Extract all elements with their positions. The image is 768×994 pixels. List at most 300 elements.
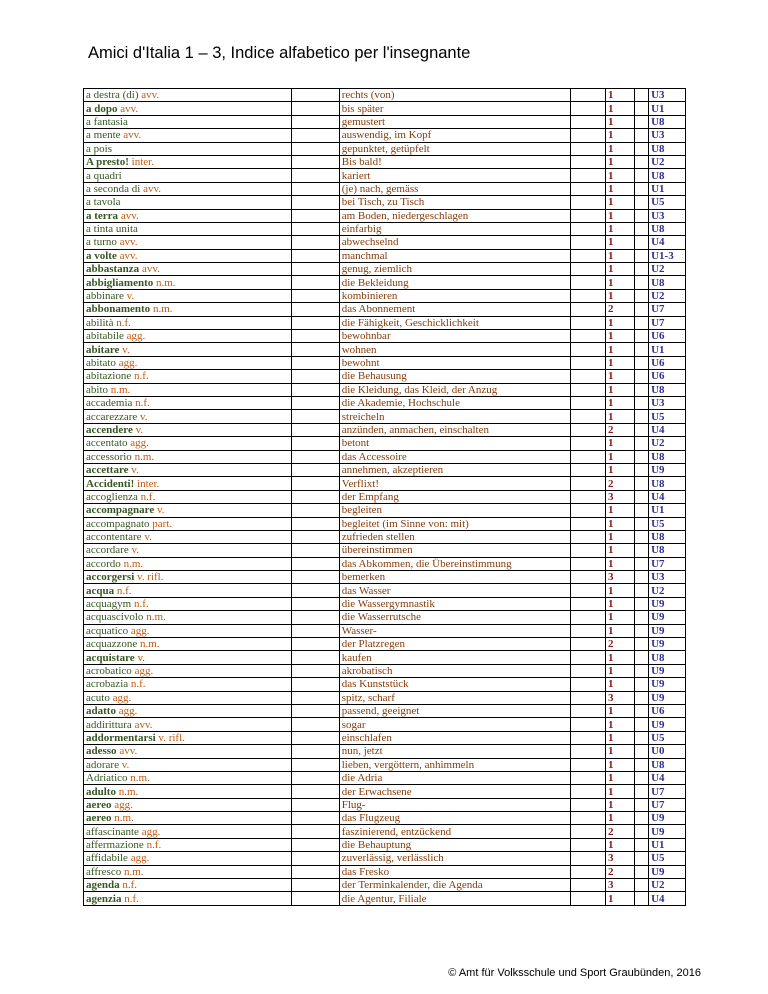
unit-cell: U6	[649, 370, 686, 383]
unit-cell: U2	[649, 289, 686, 302]
column-spacer	[635, 316, 649, 329]
column-spacer	[635, 611, 649, 624]
unit-cell: U1-3	[649, 249, 686, 262]
italian-term-cell	[84, 785, 292, 798]
volume-cell: 3	[605, 571, 634, 584]
italian-term-cell	[84, 383, 292, 396]
italian-term-cell	[84, 222, 292, 235]
volume-cell: 3	[605, 691, 634, 704]
volume-cell: 3	[605, 879, 634, 892]
column-spacer	[292, 704, 339, 717]
volume-cell: 1	[605, 196, 634, 209]
table-row	[84, 316, 686, 329]
column-spacer	[292, 276, 339, 289]
unit-cell: U9	[649, 691, 686, 704]
grammar-label: n.f.	[116, 584, 132, 597]
column-spacer	[292, 731, 339, 744]
italian-term-cell	[84, 196, 292, 209]
table-row	[84, 838, 686, 851]
italian-word: addormentarsi	[86, 731, 156, 744]
volume-cell: 1	[605, 785, 634, 798]
italian-word: acquistare	[86, 651, 135, 664]
column-spacer	[571, 825, 606, 838]
volume-cell: 1	[605, 544, 634, 557]
column-spacer	[571, 731, 606, 744]
column-spacer	[571, 209, 606, 222]
unit-cell: U5	[649, 196, 686, 209]
unit-cell: U3	[649, 396, 686, 409]
column-spacer	[292, 758, 339, 771]
italian-word: abbastanza	[86, 263, 140, 276]
volume-cell: 1	[605, 356, 634, 369]
table-row	[84, 102, 686, 115]
table-row	[84, 89, 686, 102]
table-row	[84, 664, 686, 677]
volume-cell: 1	[605, 129, 634, 142]
column-spacer	[571, 129, 606, 142]
column-spacer	[571, 624, 606, 637]
volume-cell: 1	[605, 236, 634, 249]
volume-cell: 1	[605, 664, 634, 677]
column-spacer	[635, 222, 649, 235]
unit-cell: U3	[649, 571, 686, 584]
table-row	[84, 624, 686, 637]
italian-word: accessorio	[86, 450, 132, 463]
column-spacer	[635, 263, 649, 276]
german-translation-cell: das Abonnement	[339, 303, 571, 316]
german-translation-cell: faszinierend, entzückend	[339, 825, 571, 838]
column-spacer	[635, 196, 649, 209]
unit-cell: U9	[649, 597, 686, 610]
volume-cell: 1	[605, 651, 634, 664]
table-row	[84, 276, 686, 289]
column-spacer	[635, 356, 649, 369]
german-translation-cell: genug, ziemlich	[339, 263, 571, 276]
italian-word: abitazione	[86, 370, 132, 383]
column-spacer	[571, 571, 606, 584]
grammar-label: v.	[122, 343, 130, 356]
volume-cell: 1	[605, 798, 634, 811]
column-spacer	[571, 142, 606, 155]
italian-word: abbinare	[86, 290, 124, 303]
column-spacer	[571, 383, 606, 396]
german-translation-cell: akrobatisch	[339, 664, 571, 677]
italian-word: abitato	[86, 357, 116, 369]
column-spacer	[635, 129, 649, 142]
grammar-label: v.	[140, 410, 148, 423]
italian-word: a quadri	[86, 169, 122, 182]
column-spacer	[292, 115, 339, 128]
unit-cell: U1	[649, 182, 686, 195]
volume-cell: 1	[605, 142, 634, 155]
italian-word: accorgersi	[86, 571, 135, 584]
table-row	[84, 169, 686, 182]
column-spacer	[635, 209, 649, 222]
column-spacer	[571, 704, 606, 717]
grammar-label: agg.	[126, 330, 146, 343]
unit-cell: U2	[649, 263, 686, 276]
volume-cell: 1	[605, 704, 634, 717]
grammar-label: avv.	[120, 209, 139, 222]
column-spacer	[571, 182, 606, 195]
volume-cell: 2	[605, 638, 634, 651]
volume-cell: 1	[605, 758, 634, 771]
column-spacer	[571, 316, 606, 329]
column-spacer	[571, 517, 606, 530]
column-spacer	[635, 102, 649, 115]
italian-term-cell	[84, 825, 292, 838]
unit-cell: U8	[649, 142, 686, 155]
german-translation-cell: zuverlässig, verlässlich	[339, 852, 571, 865]
column-spacer	[292, 718, 339, 731]
table-row	[84, 597, 686, 610]
column-spacer	[292, 852, 339, 865]
volume-cell: 1	[605, 678, 634, 691]
column-spacer	[635, 731, 649, 744]
table-row	[84, 182, 686, 195]
german-translation-cell: die Fähigkeit, Geschicklichkeit	[339, 316, 571, 329]
column-spacer	[635, 410, 649, 423]
volume-cell: 1	[605, 410, 634, 423]
italian-word: agenzia	[86, 892, 122, 905]
italian-word: adorare	[86, 758, 119, 771]
column-spacer	[571, 798, 606, 811]
italian-word: affascinante	[86, 825, 139, 838]
table-row	[84, 798, 686, 811]
column-spacer	[635, 155, 649, 168]
italian-word: abbigliamento	[86, 276, 154, 289]
column-spacer	[292, 624, 339, 637]
column-spacer	[571, 370, 606, 383]
grammar-label: inter.	[137, 477, 160, 490]
german-translation-cell: der Erwachsene	[339, 785, 571, 798]
italian-term-cell	[84, 530, 292, 543]
column-spacer	[571, 718, 606, 731]
table-row	[84, 477, 686, 490]
grammar-label: n.m.	[152, 303, 173, 316]
unit-cell: U9	[649, 825, 686, 838]
column-spacer	[292, 89, 339, 102]
volume-cell: 1	[605, 396, 634, 409]
table-row	[84, 396, 686, 409]
grammar-label: n.m.	[140, 638, 160, 651]
italian-word: accompagnare	[86, 504, 155, 517]
column-spacer	[635, 624, 649, 637]
german-translation-cell: am Boden, niedergeschlagen	[339, 209, 571, 222]
grammar-label: agg.	[130, 624, 150, 637]
german-translation-cell: das Flugzeug	[339, 812, 571, 825]
italian-term-cell	[84, 691, 292, 704]
column-spacer	[571, 651, 606, 664]
italian-word: a terra	[86, 209, 119, 222]
german-translation-cell: die Kleidung, das Kleid, der Anzug	[339, 383, 571, 396]
table-row	[84, 490, 686, 503]
column-spacer	[571, 289, 606, 302]
volume-cell: 1	[605, 463, 634, 476]
table-row	[84, 370, 686, 383]
german-translation-cell: streicheln	[339, 410, 571, 423]
column-spacer	[635, 865, 649, 878]
unit-cell: U8	[649, 530, 686, 543]
unit-cell: U8	[649, 115, 686, 128]
german-translation-cell: das Abkommen, die Übereinstimmung	[339, 557, 571, 570]
column-spacer	[292, 303, 339, 316]
column-spacer	[292, 745, 339, 758]
table-row	[84, 865, 686, 878]
italian-term-cell	[84, 396, 292, 409]
unit-cell: U1	[649, 504, 686, 517]
volume-cell: 1	[605, 263, 634, 276]
italian-word: abitabile	[86, 330, 124, 343]
column-spacer	[292, 892, 339, 905]
volume-cell: 1	[605, 745, 634, 758]
italian-term-cell	[84, 182, 292, 195]
grammar-label: v.	[135, 423, 144, 436]
italian-word: abitare	[86, 343, 120, 356]
column-spacer	[635, 370, 649, 383]
italian-term-cell	[84, 504, 292, 517]
italian-term-cell	[84, 316, 292, 329]
italian-word: accendere	[86, 423, 133, 436]
column-spacer	[292, 142, 339, 155]
column-spacer	[292, 544, 339, 557]
grammar-label: n.m.	[155, 276, 176, 289]
table-row	[84, 115, 686, 128]
italian-word: a tavola	[86, 196, 121, 209]
german-translation-cell: auswendig, im Kopf	[339, 129, 571, 142]
column-spacer	[292, 611, 339, 624]
unit-cell: U8	[649, 222, 686, 235]
italian-word: accentato	[86, 437, 128, 450]
column-spacer	[571, 812, 606, 825]
german-translation-cell: bei Tisch, zu Tisch	[339, 196, 571, 209]
volume-cell: 1	[605, 450, 634, 463]
volume-cell: 1	[605, 155, 634, 168]
grammar-label: n.m.	[114, 812, 134, 825]
italian-word: a destra (di)	[86, 89, 139, 102]
italian-word: a volte	[86, 249, 117, 262]
grammar-label: n.m.	[146, 611, 166, 624]
italian-term-cell	[84, 169, 292, 182]
italian-term-cell	[84, 129, 292, 142]
grammar-label: v.	[156, 504, 165, 517]
column-spacer	[635, 517, 649, 530]
unit-cell: U6	[649, 330, 686, 343]
unit-cell: U9	[649, 812, 686, 825]
table-row	[84, 571, 686, 584]
unit-cell: U9	[649, 678, 686, 691]
unit-cell: U5	[649, 410, 686, 423]
italian-term-cell	[84, 450, 292, 463]
grammar-label: agg.	[134, 664, 154, 677]
table-row	[84, 879, 686, 892]
table-row	[84, 758, 686, 771]
italian-term-cell	[84, 678, 292, 691]
italian-word: affresco	[86, 865, 122, 878]
german-translation-cell: nun, jetzt	[339, 745, 571, 758]
column-spacer	[635, 745, 649, 758]
german-translation-cell: die Behauptung	[339, 838, 571, 851]
grammar-label: agg.	[141, 825, 161, 838]
table-row	[84, 450, 686, 463]
column-spacer	[635, 798, 649, 811]
italian-word: a mente	[86, 129, 121, 142]
german-translation-cell: der Platzregen	[339, 638, 571, 651]
column-spacer	[571, 423, 606, 436]
italian-term-cell	[84, 477, 292, 490]
table-row	[84, 249, 686, 262]
column-spacer	[635, 530, 649, 543]
unit-cell: U8	[649, 477, 686, 490]
italian-term-cell	[84, 798, 292, 811]
column-spacer	[571, 356, 606, 369]
italian-term-cell	[84, 771, 292, 784]
grammar-label: agg.	[130, 437, 149, 450]
column-spacer	[292, 383, 339, 396]
column-spacer	[571, 236, 606, 249]
column-spacer	[292, 771, 339, 784]
table-row	[84, 517, 686, 530]
german-translation-cell: zufrieden stellen	[339, 530, 571, 543]
table-row	[84, 142, 686, 155]
italian-term-cell	[84, 115, 292, 128]
column-spacer	[292, 129, 339, 142]
unit-cell: U7	[649, 303, 686, 316]
table-row	[84, 423, 686, 436]
column-spacer	[571, 102, 606, 115]
italian-term-cell	[84, 892, 292, 905]
column-spacer	[292, 356, 339, 369]
column-spacer	[292, 289, 339, 302]
italian-term-cell	[84, 423, 292, 436]
italian-word: a turno	[86, 236, 117, 249]
column-spacer	[571, 879, 606, 892]
volume-cell: 1	[605, 289, 634, 302]
column-spacer	[571, 196, 606, 209]
column-spacer	[571, 249, 606, 262]
german-translation-cell: passend, geeignet	[339, 704, 571, 717]
italian-term-cell	[84, 571, 292, 584]
column-spacer	[571, 222, 606, 235]
italian-word: a fantasia	[86, 115, 128, 128]
volume-cell: 1	[605, 89, 634, 102]
column-spacer	[571, 530, 606, 543]
volume-cell: 2	[605, 825, 634, 838]
italian-term-cell	[84, 812, 292, 825]
unit-cell: U5	[649, 517, 686, 530]
column-spacer	[292, 196, 339, 209]
column-spacer	[571, 597, 606, 610]
column-spacer	[292, 504, 339, 517]
copyright-footer: © Amt für Volksschule und Sport Graubünden, 2016	[448, 967, 701, 979]
unit-cell: U9	[649, 718, 686, 731]
table-row	[84, 330, 686, 343]
table-row	[84, 731, 686, 744]
volume-cell: 1	[605, 597, 634, 610]
unit-cell: U8	[649, 169, 686, 182]
table-row	[84, 530, 686, 543]
german-translation-cell: Flug-	[339, 798, 571, 811]
column-spacer	[635, 249, 649, 262]
italian-term-cell	[84, 638, 292, 651]
volume-cell: 1	[605, 222, 634, 235]
unit-cell: U1	[649, 343, 686, 356]
unit-cell: U9	[649, 463, 686, 476]
grammar-label: n.m.	[130, 772, 150, 785]
column-spacer	[635, 396, 649, 409]
italian-word: affidabile	[86, 852, 128, 865]
grammar-label: avv.	[119, 236, 138, 249]
column-spacer	[571, 263, 606, 276]
unit-cell: U4	[649, 236, 686, 249]
grammar-label: n.f.	[124, 892, 139, 905]
unit-cell: U3	[649, 89, 686, 102]
column-spacer	[292, 838, 339, 851]
german-translation-cell: anzünden, anmachen, einschalten	[339, 423, 571, 436]
volume-cell: 1	[605, 838, 634, 851]
german-translation-cell: das Fresko	[339, 865, 571, 878]
volume-cell: 1	[605, 530, 634, 543]
german-translation-cell: begleiten	[339, 504, 571, 517]
column-spacer	[571, 155, 606, 168]
column-spacer	[635, 276, 649, 289]
column-spacer	[635, 718, 649, 731]
column-spacer	[292, 571, 339, 584]
german-translation-cell: übereinstimmen	[339, 544, 571, 557]
column-spacer	[635, 463, 649, 476]
table-row	[84, 812, 686, 825]
column-spacer	[292, 879, 339, 892]
column-spacer	[292, 490, 339, 503]
italian-word: a seconda di	[86, 182, 141, 195]
table-row	[84, 557, 686, 570]
unit-cell: U9	[649, 865, 686, 878]
grammar-label: v.	[131, 544, 140, 557]
italian-term-cell	[84, 852, 292, 865]
italian-term-cell	[84, 276, 292, 289]
italian-word: addirittura	[86, 718, 132, 731]
grammar-label: agg.	[112, 691, 132, 704]
italian-word: adulto	[86, 785, 116, 798]
italian-word: Accidenti!	[86, 477, 135, 490]
italian-term-cell	[84, 651, 292, 664]
italian-word: accarezzare	[86, 410, 138, 423]
column-spacer	[635, 89, 649, 102]
table-row	[84, 129, 686, 142]
table-row	[84, 356, 686, 369]
italian-term-cell	[84, 584, 292, 597]
volume-cell: 1	[605, 249, 634, 262]
column-spacer	[635, 584, 649, 597]
italian-word: accordare	[86, 544, 129, 557]
german-translation-cell: die Akademie, Hochschule	[339, 396, 571, 409]
italian-word: acrobazia	[86, 678, 129, 691]
column-spacer	[571, 745, 606, 758]
unit-cell: U8	[649, 383, 686, 396]
unit-cell: U2	[649, 437, 686, 450]
table-row	[84, 504, 686, 517]
column-spacer	[571, 892, 606, 905]
volume-cell: 3	[605, 490, 634, 503]
column-spacer	[292, 249, 339, 262]
italian-term-cell	[84, 517, 292, 530]
column-spacer	[571, 115, 606, 128]
column-spacer	[571, 504, 606, 517]
column-spacer	[292, 557, 339, 570]
column-spacer	[292, 638, 339, 651]
column-spacer	[635, 771, 649, 784]
unit-cell: U7	[649, 316, 686, 329]
